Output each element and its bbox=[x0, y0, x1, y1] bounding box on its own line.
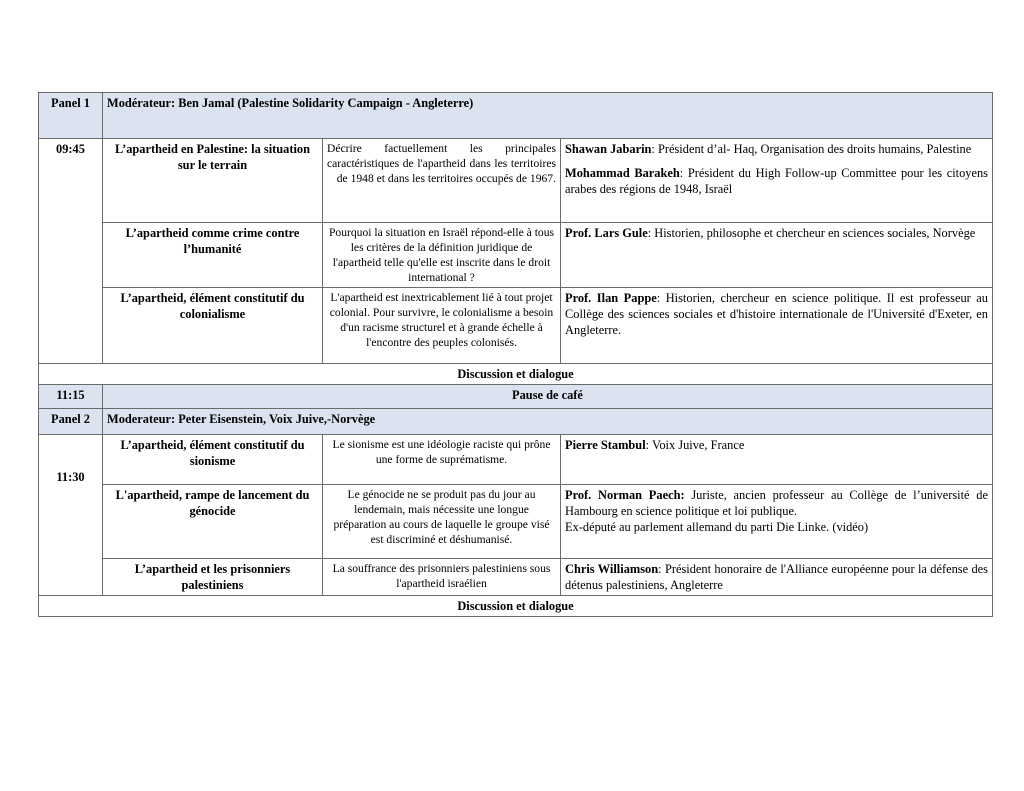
speaker bbox=[565, 487, 988, 519]
session-row bbox=[39, 559, 993, 596]
session-title: L’apartheid et les prisonniers palestiniens bbox=[103, 559, 323, 596]
session-title: L’apartheid, élément constitutif du sionisme bbox=[103, 435, 323, 485]
session-title: L’apartheid comme crime contre l’humanité bbox=[103, 223, 323, 288]
speaker bbox=[565, 141, 988, 157]
speaker-role: : Président du High Follow-up Committee pour les citoyens arabes des régions de 1948, Israël bbox=[565, 166, 988, 196]
session-row bbox=[39, 435, 993, 485]
program-table bbox=[38, 92, 993, 617]
session-speakers bbox=[561, 559, 993, 596]
session-row bbox=[39, 139, 993, 223]
speaker-role: Juriste, ancien professeur au Collège de l’université de Hambourg en science politique et loi publique. bbox=[565, 488, 988, 518]
discussion-row bbox=[39, 364, 993, 385]
break-label: Pause de café bbox=[103, 385, 993, 409]
session-speakers bbox=[561, 485, 993, 559]
session-row bbox=[39, 485, 993, 559]
speaker-role: : Président d’al- Haq, Organisation des droits humains, Palestine bbox=[651, 142, 972, 156]
speaker-role: : Historien, philosophe et chercheur en sciences sociales, Norvège bbox=[647, 226, 976, 240]
speaker-name: Shawan Jabarin bbox=[565, 142, 652, 156]
speaker-role: : Voix Juive, France bbox=[645, 438, 745, 452]
panel1-label: Panel 1 bbox=[39, 93, 103, 139]
panel1-header-row bbox=[39, 93, 993, 139]
panel2-time bbox=[39, 435, 103, 596]
speaker bbox=[565, 165, 988, 197]
session-speakers bbox=[561, 223, 993, 288]
session-row bbox=[39, 288, 993, 364]
session-description: La souffrance des prisonniers palestiniens sous l'apartheid israélien bbox=[323, 559, 561, 596]
speaker-name: Pierre Stambul bbox=[565, 438, 646, 452]
spacer bbox=[565, 157, 988, 165]
break-row bbox=[39, 385, 993, 409]
panel2-time-text: 11:30 bbox=[56, 470, 85, 484]
discussion-label: Discussion et dialogue bbox=[39, 596, 993, 617]
speaker-name: Prof. Norman Paech: bbox=[565, 488, 685, 502]
session-title: L’apartheid en Palestine: la situation sur le terrain bbox=[103, 139, 323, 223]
speaker-name: Prof. Ilan Pappe bbox=[565, 291, 657, 305]
speaker-name: Chris Williamson bbox=[565, 562, 659, 576]
session-speakers bbox=[561, 139, 993, 223]
panel1-time: 09:45 bbox=[39, 139, 103, 364]
discussion-row bbox=[39, 596, 993, 617]
speaker-role: : Président honoraire de l'Alliance européenne pour la défense des détenus palestiniens, Angleterre bbox=[565, 562, 988, 592]
session-description: Le sionisme est une idéologie raciste qui prône une forme de suprématisme. bbox=[323, 435, 561, 485]
speaker-role: : Historien, chercheur en science politique. Il est professeur au Collège des sciences sociales et d'histoire internationale de l'Université d'Exeter, en Angleterre. bbox=[565, 291, 988, 337]
speaker-extra: Ex-député au parlement allemand du parti Die Linke. (vidéo) bbox=[565, 520, 869, 534]
session-row bbox=[39, 223, 993, 288]
session-speakers bbox=[561, 435, 993, 485]
session-title: L’apartheid, élément constitutif du colonialisme bbox=[103, 288, 323, 364]
panel2-moderator: Moderateur: Peter Eisenstein, Voix Juive,-Norvège bbox=[103, 409, 993, 435]
panel1-moderator: Modérateur: Ben Jamal (Palestine Solidarity Campaign - Angleterre) bbox=[103, 93, 993, 139]
panel2-label: Panel 2 bbox=[39, 409, 103, 435]
speaker-name: Prof. Lars Gule bbox=[565, 226, 648, 240]
session-description: Le génocide ne se produit pas du jour au lendemain, mais nécessite une longue préparation au cours de laquelle le groupe visé est discriminé et déshumanisé. bbox=[323, 485, 561, 559]
session-description: Décrire factuellement les principales caractéristiques de l'apartheid dans les territoires de 1948 et dans les territoires occupés de 1967. bbox=[323, 139, 561, 223]
break-time: 11:15 bbox=[39, 385, 103, 409]
discussion-label: Discussion et dialogue bbox=[39, 364, 993, 385]
panel2-header-row bbox=[39, 409, 993, 435]
session-description: L'apartheid est inextricablement lié à tout projet colonial. Pour survivre, le colonialisme a besoin d'un racisme structurel et à grande échelle à l'encontre des peuples colonisés. bbox=[323, 288, 561, 364]
speaker-name: Mohammad Barakeh bbox=[565, 166, 680, 180]
session-description: Pourquoi la situation en Israël répond-elle à tous les critères de la définition juridique de l'apartheid telle qu'elle est inscrite dans le droit international ? bbox=[323, 223, 561, 288]
session-speakers bbox=[561, 288, 993, 364]
session-title: L'apartheid, rampe de lancement du génocide bbox=[103, 485, 323, 559]
